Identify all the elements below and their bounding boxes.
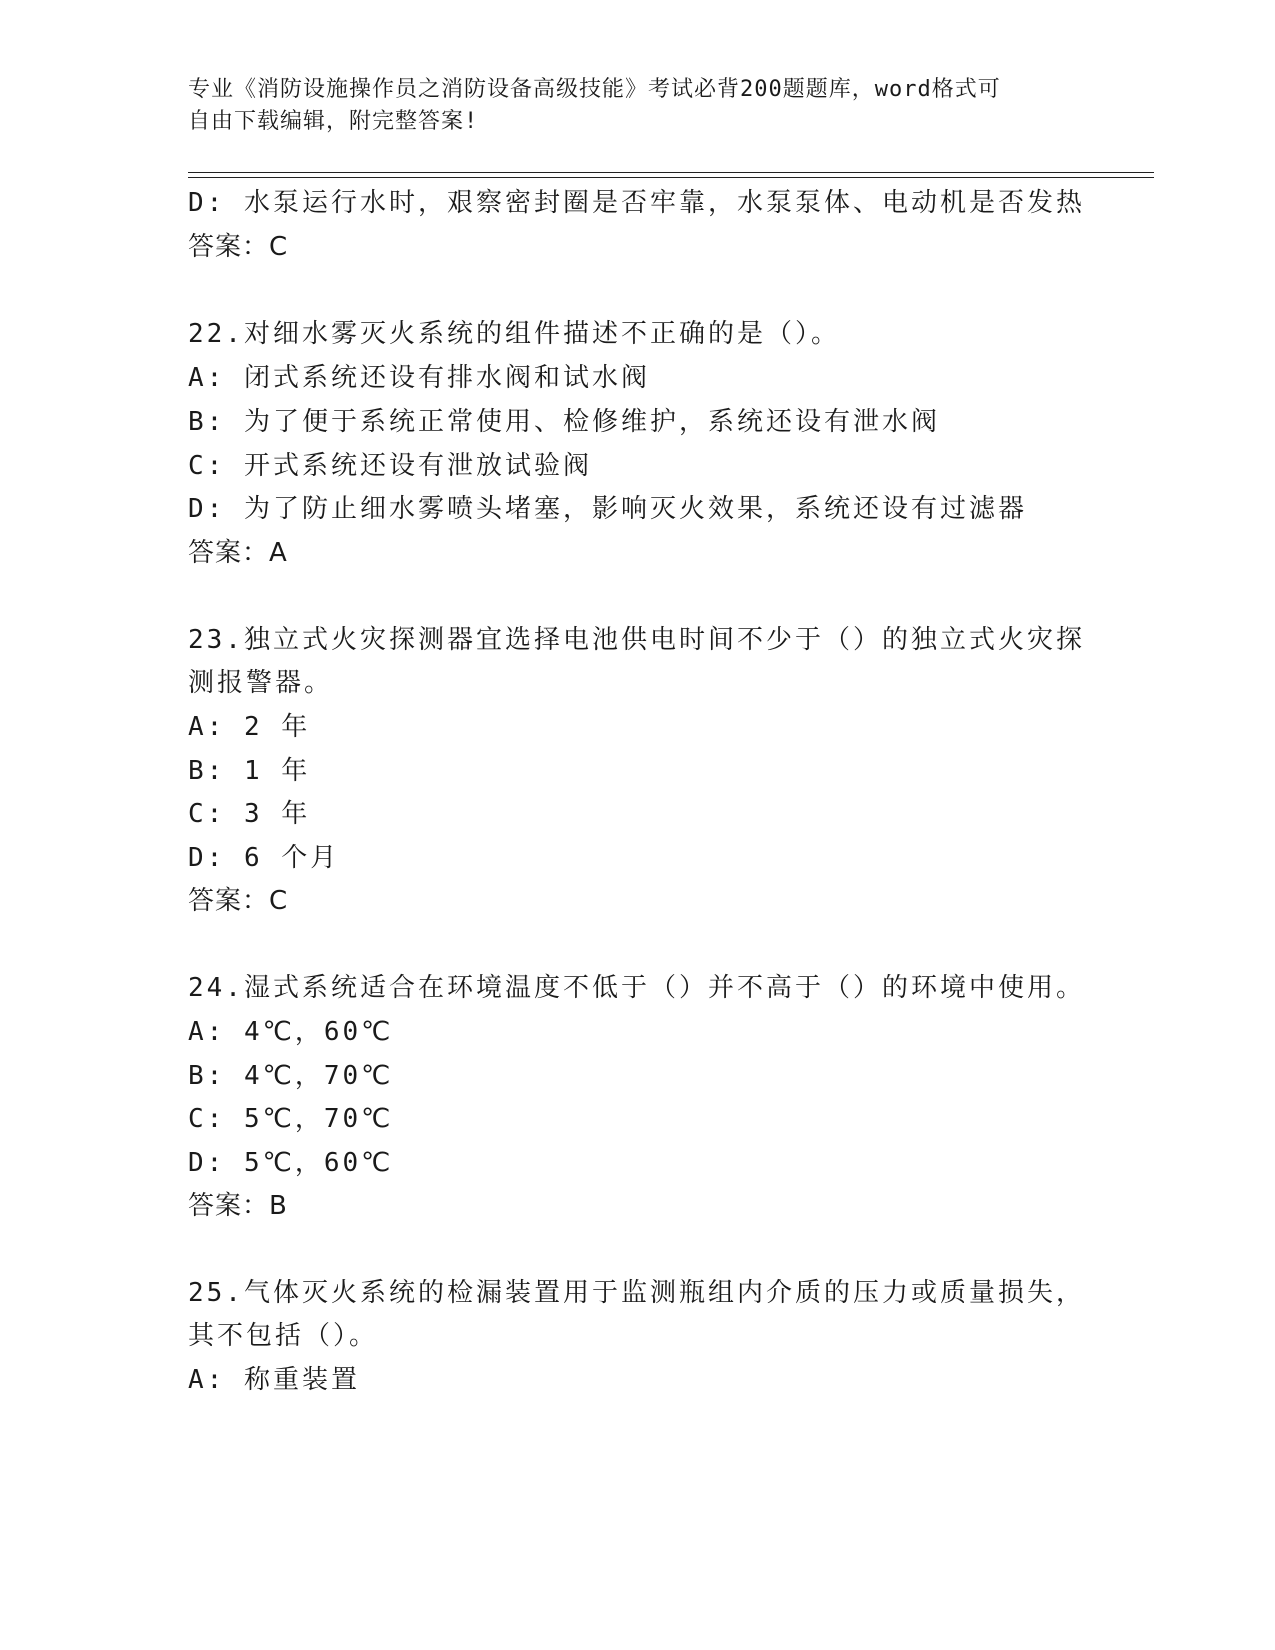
q22-option-a: A: 闭式系统还设有排水阀和试水阀 (188, 363, 650, 393)
q23-option-c: C: 3 年 (188, 799, 311, 829)
header-divider-top (188, 172, 1154, 173)
q23-option-b: B: 1 年 (188, 756, 311, 786)
q22-answer: 答案：A (188, 538, 288, 568)
q22-stem: 22.对细水雾灭火系统的组件描述不正确的是（）。 (188, 319, 840, 349)
q22-option-d: D: 为了防止细水雾喷头堵塞，影响灭火效果，系统还设有过滤器 (188, 494, 1027, 524)
q23-stem-line-2: 测报警器。 (188, 668, 334, 698)
q25-stem-line-1: 25.气体灭火系统的检漏装置用于监测瓶组内介质的压力或质量损失， (188, 1278, 1085, 1308)
header-line-1: 专业《消防设施操作员之消防设备高级技能》考试必背200题题库，word格式可 (188, 77, 1001, 102)
q23-option-a: A: 2 年 (188, 712, 311, 742)
prev-answer: 答案：C (188, 232, 289, 262)
q23-answer: 答案：C (188, 886, 289, 916)
q24-answer: 答案：B (188, 1191, 288, 1221)
q24-option-a: A: 4℃，60℃ (188, 1017, 394, 1047)
q24-stem: 24.湿式系统适合在环境温度不低于（）并不高于（）的环境中使用。 (188, 973, 1085, 1003)
q25-stem-line-2: 其不包括（）。 (188, 1321, 379, 1351)
document-header (188, 74, 1068, 138)
q25-option-a: A: 称重装置 (188, 1365, 360, 1395)
header-line-2: 自由下载编辑，附完整答案! (188, 109, 479, 134)
q24-option-c: C: 5℃，70℃ (188, 1104, 394, 1134)
q23-option-d: D: 6 个月 (188, 843, 340, 873)
q23-stem-line-1: 23.独立式火灾探测器宜选择电池供电时间不少于（）的独立式火灾探 (188, 625, 1085, 655)
q22-option-b: B: 为了便于系统正常使用、检修维护，系统还设有泄水阀 (188, 407, 940, 437)
header-divider-bottom (188, 177, 1154, 178)
prev-option-d: D: 水泵运行水时，艰察密封圈是否牢靠，水泵泵体、电动机是否发热 (188, 188, 1085, 218)
q22-option-c: C: 开式系统还设有泄放试验阀 (188, 451, 592, 481)
q24-option-d: D: 5℃，60℃ (188, 1148, 394, 1178)
q24-option-b: B: 4℃，70℃ (188, 1061, 394, 1091)
